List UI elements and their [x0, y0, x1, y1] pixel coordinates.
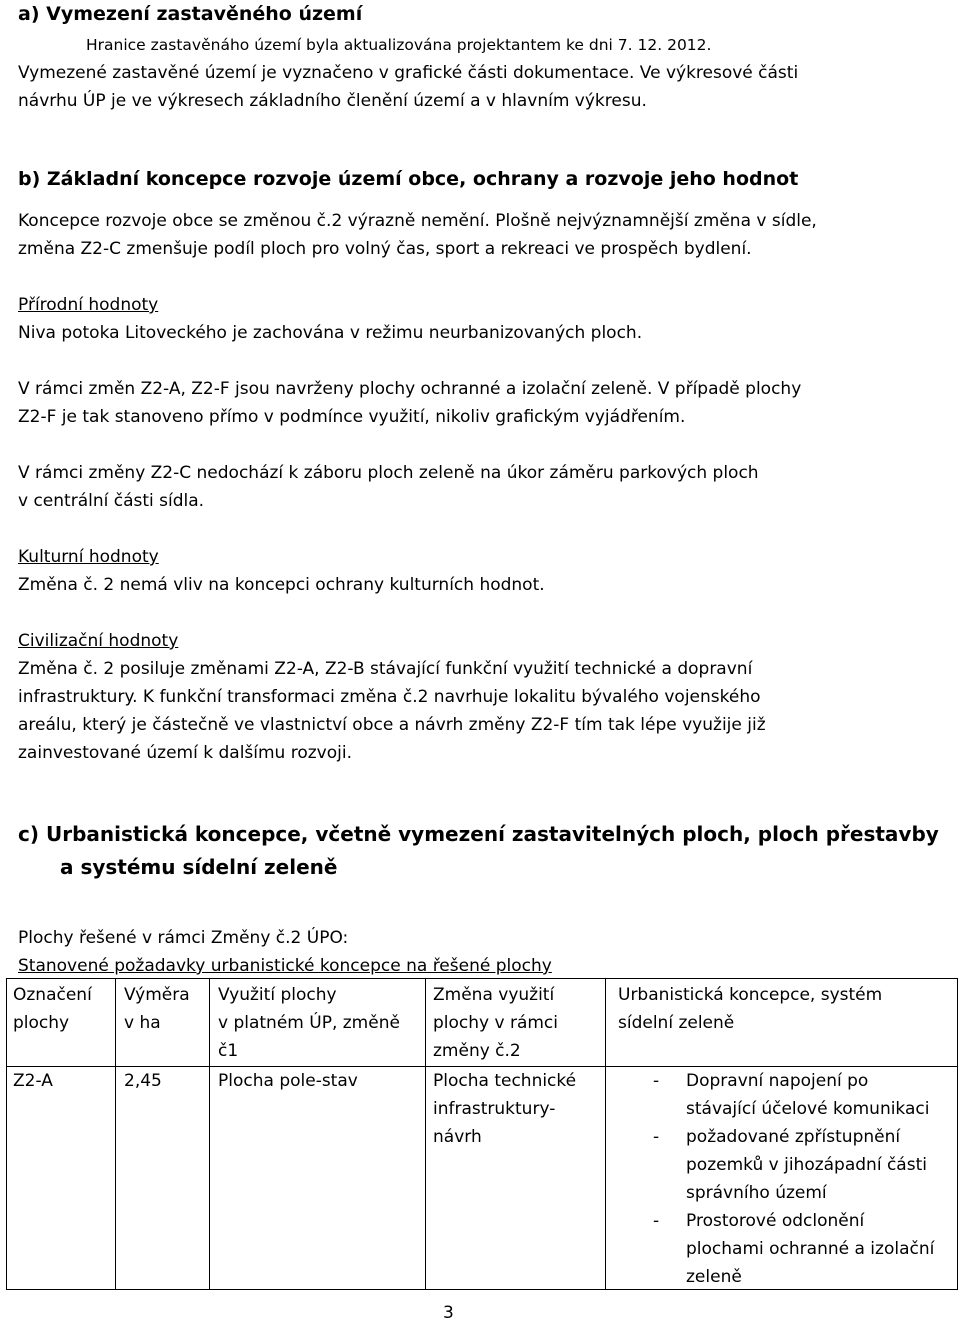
table-divider	[209, 979, 210, 1289]
section-b-heading: b) Základní koncepce rozvoje území obce, ochrany a rozvoje jeho hodnot	[18, 168, 799, 190]
section-b-intro-2: změna Z2-C zmenšuje podíl ploch pro volný čas, sport a rekreaci ve prospěch bydlení.	[18, 239, 752, 259]
page-number: 3	[443, 1303, 454, 1323]
header-text: Výměra	[124, 985, 190, 1005]
natural-values-text-2b: Z2-F je tak stanoveno přímo v podmínce využití, nikoliv grafickým vyjádřením.	[18, 407, 686, 427]
header-cell-concept	[618, 981, 882, 1037]
header-cell-code	[13, 981, 92, 1037]
bullet-text: pozemků v jihozápadní části	[686, 1155, 927, 1175]
areas-label: Plochy řešené v rámci Změny č.2 ÚPO:	[18, 928, 349, 948]
bullet-text: stávající účelové komunikaci	[686, 1099, 930, 1119]
bullet-dash: -	[653, 1071, 660, 1091]
table-title: Stanovené požadavky urbanistické koncepce na řešené plochy	[18, 956, 552, 976]
civil-values-line-4: zainvestované území k dalšímu rozvoji.	[18, 743, 352, 763]
bullet-item-2	[686, 1123, 927, 1207]
natural-values-title: Přírodní hodnoty	[18, 295, 159, 315]
cultural-values-title: Kulturní hodnoty	[18, 547, 159, 567]
table-divider	[115, 979, 116, 1289]
cell-change-line: návrh	[433, 1127, 482, 1147]
header-text: Urbanistická koncepce, systém	[618, 985, 883, 1005]
section-c-heading-2: a systému sídelní zeleně	[60, 855, 338, 879]
bullet-text: zeleně	[686, 1267, 742, 1287]
bullet-dash: -	[653, 1211, 660, 1231]
header-text: plochy v rámci	[433, 1013, 559, 1033]
section-b-intro-1: Koncepce rozvoje obce se změnou č.2 výrazně nemění. Plošně nejvýznamnější změna v sídle,	[18, 211, 817, 231]
header-text: v ha	[124, 1013, 161, 1033]
header-text: Označení	[13, 985, 92, 1005]
header-text: č1	[218, 1041, 239, 1061]
header-text: Využití plochy	[218, 985, 337, 1005]
bullet-text: požadované zpřístupnění	[686, 1127, 901, 1147]
section-a-heading: a) Vymezení zastavěného území	[18, 3, 363, 25]
header-text: změny č.2	[433, 1041, 521, 1061]
bullet-text: správního území	[686, 1183, 827, 1203]
table-divider	[605, 979, 606, 1289]
table-divider	[425, 979, 426, 1289]
header-cell-change	[433, 981, 558, 1065]
natural-values-text-2a: V rámci změn Z2-A, Z2-F jsou navrženy plochy ochranné a izolační zeleně. V případě plochy	[18, 379, 802, 399]
section-c-heading-1: c) Urbanistická koncepce, včetně vymezení zastavitelných ploch, ploch přestavby	[18, 822, 939, 846]
section-a-line-2: Vymezené zastavěné území je vyznačeno v grafické části dokumentace. Ve výkresové části	[18, 63, 799, 83]
civil-values-line-3: areálu, který je částečně ve vlastnictví obce a návrh změny Z2-F tím tak lépe využije již	[18, 715, 766, 735]
header-cell-current-use	[218, 981, 400, 1065]
bullet-text: Dopravní napojení po	[686, 1071, 869, 1091]
header-text: Změna využití	[433, 985, 555, 1005]
cell-change	[433, 1067, 576, 1151]
bullet-text: plochami ochranné a izolační	[686, 1239, 935, 1259]
cell-current-use: Plocha pole-stav	[218, 1071, 358, 1091]
bullet-text: Prostorové odclonění	[686, 1211, 865, 1231]
cell-change-line: Plocha technické	[433, 1071, 577, 1091]
natural-values-text-3b: v centrální části sídla.	[18, 491, 205, 511]
cell-area: 2,45	[124, 1071, 162, 1091]
natural-values-text-1: Niva potoka Litoveckého je zachována v režimu neurbanizovaných ploch.	[18, 323, 643, 343]
civil-values-line-1: Změna č. 2 posiluje změnami Z2-A, Z2-B stávající funkční využití technické a dopravní	[18, 659, 753, 679]
section-a-line-1: Hranice zastavěnáho území byla aktualizována projektantem ke dni 7. 12. 2012.	[86, 36, 712, 54]
bullet-dash: -	[653, 1127, 660, 1147]
cell-code: Z2-A	[13, 1071, 53, 1091]
requirements-table	[6, 978, 958, 1290]
cell-change-line: infrastruktury-	[433, 1099, 556, 1119]
header-text: sídelní zeleně	[618, 1013, 735, 1033]
header-text: v platném ÚP, změně	[218, 1013, 400, 1033]
header-text: plochy	[13, 1013, 70, 1033]
civil-values-title: Civilizační hodnoty	[18, 631, 179, 651]
section-a-line-3: návrhu ÚP je ve výkresech základního členění území a v hlavním výkresu.	[18, 91, 647, 111]
bullet-item-1	[686, 1067, 929, 1123]
cultural-values-text: Změna č. 2 nemá vliv na koncepci ochrany kulturních hodnot.	[18, 575, 545, 595]
bullet-item-3	[686, 1207, 934, 1291]
civil-values-line-2: infrastruktury. K funkční transformaci změna č.2 navrhuje lokalitu bývalého vojenského	[18, 687, 761, 707]
header-cell-area	[124, 981, 190, 1037]
natural-values-text-3a: V rámci změny Z2-C nedochází k záboru ploch zeleně na úkor záměru parkových ploch	[18, 463, 759, 483]
